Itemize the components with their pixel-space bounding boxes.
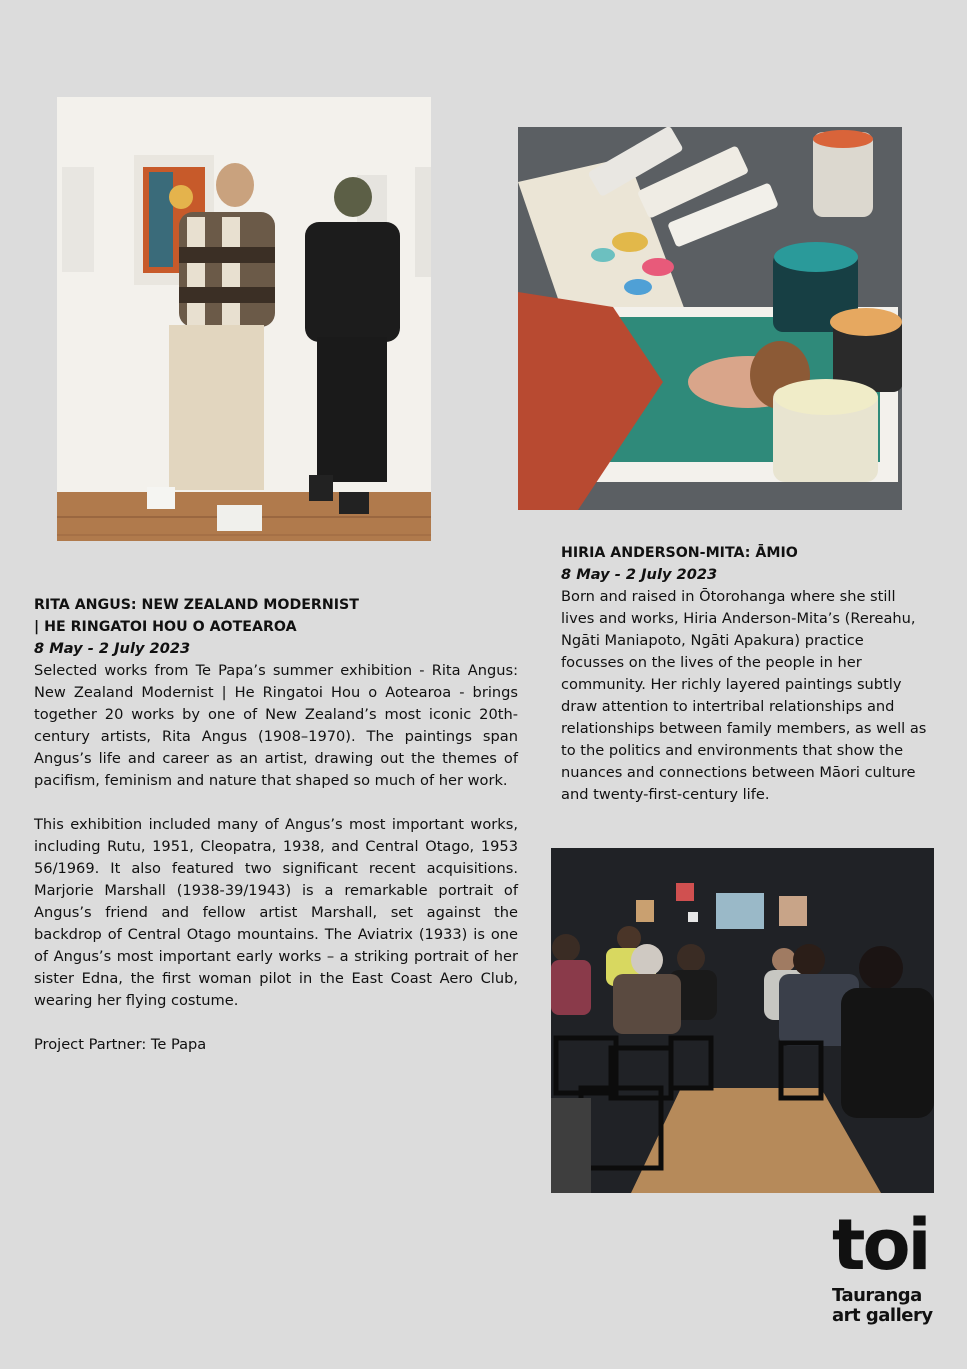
article-title: HIRIA ANDERSON-MITA: ĀMIO (561, 545, 798, 561)
logo-line: art gallery (832, 1305, 933, 1326)
rita-angus-article (34, 594, 518, 1056)
exhibition-dates: 8 May - 2 July 2023 (561, 566, 718, 583)
project-partner: Project Partner: Te Papa (34, 1036, 207, 1053)
exhibition-dates: 8 May - 2 July 2023 (34, 640, 191, 657)
artist-talk-photo (551, 848, 934, 1193)
logo-subtitle (832, 1286, 933, 1326)
hiria-anderson-mita-article (561, 542, 931, 806)
article-title-line2: | HE RINGATOI HOU O AOTEAROA (34, 619, 297, 635)
paint-materials-photo (518, 127, 902, 510)
article-title-line1: RITA ANGUS: NEW ZEALAND MODERNIST (34, 597, 359, 613)
gallery-visitors-photo (57, 97, 431, 541)
article-paragraph: This exhibition included many of Angus’s most important works, including Rutu, 1951, Cleopatra, 1938, and Central Otago, 1953 56/1969. It also featured two significant recent acquisitions. Marjorie Marshall (1938-39/1943) is a remarkable portrait of Angus’s friend and fellow artist Marshall, set against the backdrop of Central Otago mountains. The Aviatrix (1933) is one of Angus’s most important early works – a striking portrait of her sister Edna, the first woman pilot in the East Coast Aero Club, wearing her flying costume. (34, 816, 518, 1009)
article-paragraph: Selected works from Te Papa’s summer exhibition - Rita Angus: New Zealand Modernist | He Ringatoi Hou o Aotearoa - brings together 20 works by one of New Zealand’s most iconic 20th-century artists, Rita Angus (1908–1970). The paintings span Angus’s life and career as an artist, drawing out the themes of pacifism, feminism and nature that shaped so much of her work. (34, 662, 518, 789)
article-paragraph: Born and raised in Ōtorohanga where she still lives and works, Hiria Anderson-Mita’s (Rereahu, Ngāti Maniapoto, Ngāti Apakura) practice focusses on the lives of the people in her community. Her richly layered paintings subtly draw attention to intertribal relationships and relationships between family members, as well as to the politics and environments that show the nuances and connections between Māori culture and twenty-first-century life. (561, 588, 927, 803)
toi-tauranga-logo (830, 1204, 942, 1335)
logo-line: Tauranga (832, 1285, 922, 1306)
logo-wordmark: toi (832, 1204, 929, 1286)
